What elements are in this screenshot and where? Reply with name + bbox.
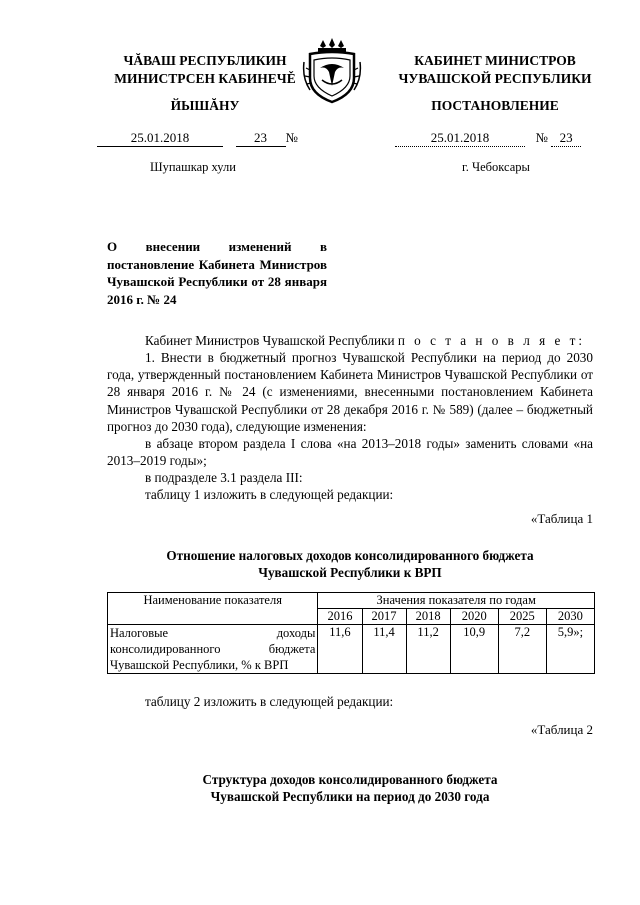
header-right-org	[380, 52, 610, 88]
intro-prefix: Кабинет Министров Чувашской Республики	[145, 333, 395, 348]
table1-year: 2025	[498, 609, 546, 625]
table1-cell: 11,2	[406, 625, 450, 674]
intro-paragraph	[107, 332, 593, 349]
chuvashia-coat-of-arms-icon	[302, 38, 362, 104]
table1-year: 2030	[546, 609, 594, 625]
left-number-sign: №	[285, 130, 298, 145]
table1-cell: 7,2	[498, 625, 546, 674]
header-left-org	[90, 52, 320, 88]
table1-caption: «Таблица 1	[530, 511, 593, 526]
table1-title-line1: Отношение налоговых доходов консолидированного бюджета	[166, 548, 534, 563]
intro-verb: п о с т а н о в л я е т:	[397, 333, 586, 348]
right-number: 23	[551, 130, 581, 147]
header-right-line1: КАБИНЕТ МИНИСТРОВ	[414, 53, 576, 68]
left-date: 25.01.2018	[97, 130, 223, 147]
header-left-line1: ЧĂВАШ РЕСПУБЛИКИН	[123, 53, 287, 68]
table2-caption: «Таблица 2	[530, 722, 593, 737]
right-date-number-line	[395, 130, 581, 146]
item2-paragraph: в абзаце втором раздела I слова «на 2013–2018 годы» заменить словами «на 2013–2019 годы»;	[107, 436, 593, 469]
table1-row-name: Налоговые доходы консолидированного бюджета Чувашской Республики, % к ВРП	[108, 625, 318, 674]
header-right-line2: ЧУВАШСКОЙ РЕСПУБЛИКИ	[398, 71, 592, 86]
table1-col-name: Наименование показателя	[108, 593, 318, 625]
table2-title	[107, 771, 593, 805]
header-right-doctype: ПОСТАНОВЛЕНИЕ	[431, 98, 559, 113]
table-row	[108, 625, 595, 674]
table1-title	[107, 547, 593, 581]
header-left-line2: МИНИСТРСЕН КАБИНЕЧĚ	[114, 71, 296, 86]
table1-year: 2018	[406, 609, 450, 625]
table1-cell: 5,9»;	[546, 625, 594, 674]
document-subject: О внесении изменений в постановление Кабинета Министров Чувашской Республики от 28 января 2016 г. № 24	[107, 239, 327, 307]
left-date-number-line	[97, 130, 298, 146]
left-place: Шупашкар хули	[150, 160, 236, 174]
left-number: 23	[236, 130, 286, 147]
table1	[107, 592, 595, 674]
table1-cell: 11,6	[318, 625, 362, 674]
right-date: 25.01.2018	[395, 130, 525, 147]
table1-year: 2020	[450, 609, 498, 625]
right-number-sign: №	[535, 130, 548, 145]
table1-header-row	[108, 593, 595, 609]
table1-year: 2016	[318, 609, 362, 625]
table2-title-line1: Структура доходов консолидированного бюджета	[202, 772, 498, 787]
table1-year: 2017	[362, 609, 406, 625]
header-left-doctype: ЙЫШĂНУ	[170, 98, 240, 113]
item1-paragraph: 1. Внести в бюджетный прогноз Чувашской Республики на период до 2030 года, утвержденный постановлением Кабинета Министров Чувашской Республики от 28 января 2016 г. № 24 (с изменениями, внесенными постановлением Кабинета Министров Чувашской Республики от 28 декабря 2016 г. № 589) (далее – бюджетный прогноз до 2030 года), следующие изменения:	[107, 350, 593, 434]
table2-title-line2: Чувашской Республики на период до 2030 года	[210, 789, 490, 804]
after-table1-paragraph: таблицу 2 изложить в следующей редакции:	[145, 694, 394, 709]
table1-title-line2: Чувашской Республики к ВРП	[258, 565, 442, 580]
table1-cell: 10,9	[450, 625, 498, 674]
item4-paragraph: таблицу 1 изложить в следующей редакции:	[145, 487, 394, 502]
table1-col-values: Значения показателя по годам	[318, 593, 595, 609]
table1-cell: 11,4	[362, 625, 406, 674]
item3-paragraph: в подразделе 3.1 раздела III:	[145, 470, 303, 485]
right-place: г. Чебоксары	[462, 160, 530, 174]
